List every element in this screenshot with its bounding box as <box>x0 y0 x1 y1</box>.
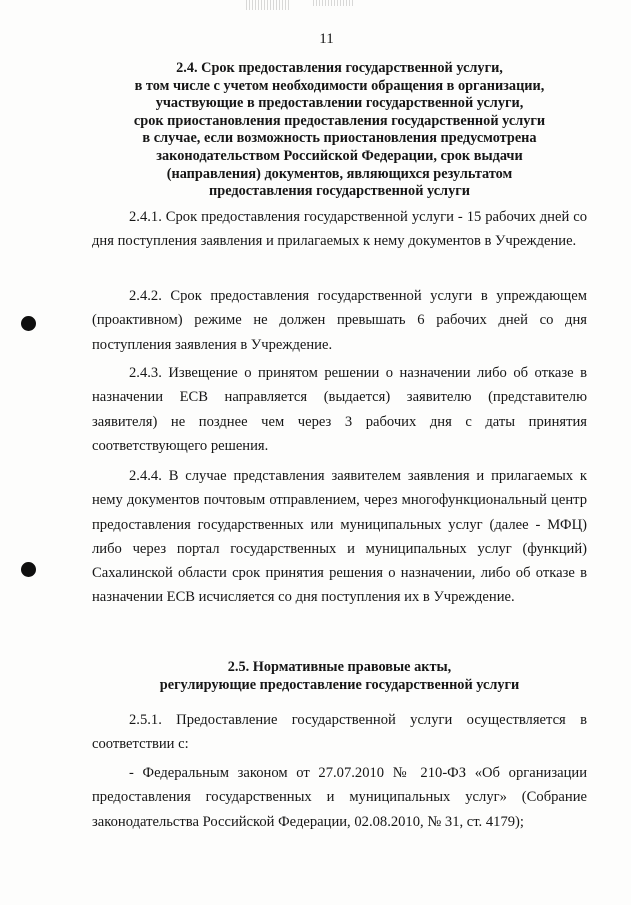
paragraph-text: 2.4.3. Извещение о принятом решении о назначении либо об отказе в назначении ЕСВ направляется (выдается) заявителю (представителю заявителя) не позднее чем через 3 рабочих дня с даты принятия соответствующего решения. <box>92 365 587 454</box>
heading-line: в том числе с учетом необходимости обращения в организации, <box>134 77 545 94</box>
paragraph-text: 2.4.4. В случае представления заявителем заявления и прилагаемых к нему документов почтовым отправлением, через многофункциональный центр предоставления государственных или муниципальных услуг (далее - МФЦ) либо через портал государственных и муниципальных услуг (функций) Сахалинской области срок принятия решения о назначении, либо об отказе в назначении ЕСВ исчисляется со дня поступления их в Учреждение. <box>92 468 587 606</box>
punch-hole <box>21 316 36 331</box>
punch-hole <box>21 562 36 577</box>
paragraph-2-5-1 <box>92 708 587 757</box>
scan-artifact <box>313 0 353 6</box>
page-number: 11 <box>319 31 334 47</box>
paragraph-law-210-fz <box>92 761 587 834</box>
paragraph-text: 2.5.1. Предоставление государственной услуги осуществляется в соответствии с: <box>92 712 587 753</box>
heading-line: регулирующие предоставление государственной услуги <box>159 676 520 693</box>
paragraph-2-4-3 <box>92 361 587 458</box>
heading-line: в случае, если возможность приостановления предусмотрена <box>142 130 537 147</box>
paragraph-text: 2.4.2. Срок предоставления государственной услуги в упреждающем (проактивном) режиме не должен превышать 6 рабочих дней со дня поступления заявления в Учреждение. <box>92 288 587 353</box>
heading-line: 2.4. Срок предоставления государственной услуги, <box>176 60 503 76</box>
heading-line: срок приостановления предоставления государственной услуги <box>133 112 546 129</box>
heading-line: предоставления государственной услуги <box>209 183 470 200</box>
paragraph-2-4-4 <box>92 464 587 610</box>
section-2-4-heading <box>92 60 587 201</box>
paragraph-text: - Федеральным законом от 27.07.2010 № 210-ФЗ «Об организации предоставления государственных и муниципальных услуг» (Собрание законодательства Российской Федерации, 02.08.2010, № 31, ст. 4179); <box>92 765 587 830</box>
paragraph-2-4-1 <box>92 205 587 254</box>
paragraph-text: 2.4.1. Срок предоставления государственной услуги - 15 рабочих дней со дня поступления заявления и прилагаемых к нему документов в Учреждение. <box>92 209 587 250</box>
scan-artifact <box>246 0 290 10</box>
section-2-5-heading <box>92 659 587 694</box>
heading-line: (направления) документов, являющихся результатом <box>166 165 513 182</box>
paragraph-2-4-2 <box>92 284 587 357</box>
heading-line: законодательством Российской Федерации, срок выдачи <box>156 147 523 164</box>
heading-line: 2.5. Нормативные правовые акты, <box>227 659 452 675</box>
heading-line: участвующие в предоставлении государственной услуги, <box>155 95 524 112</box>
